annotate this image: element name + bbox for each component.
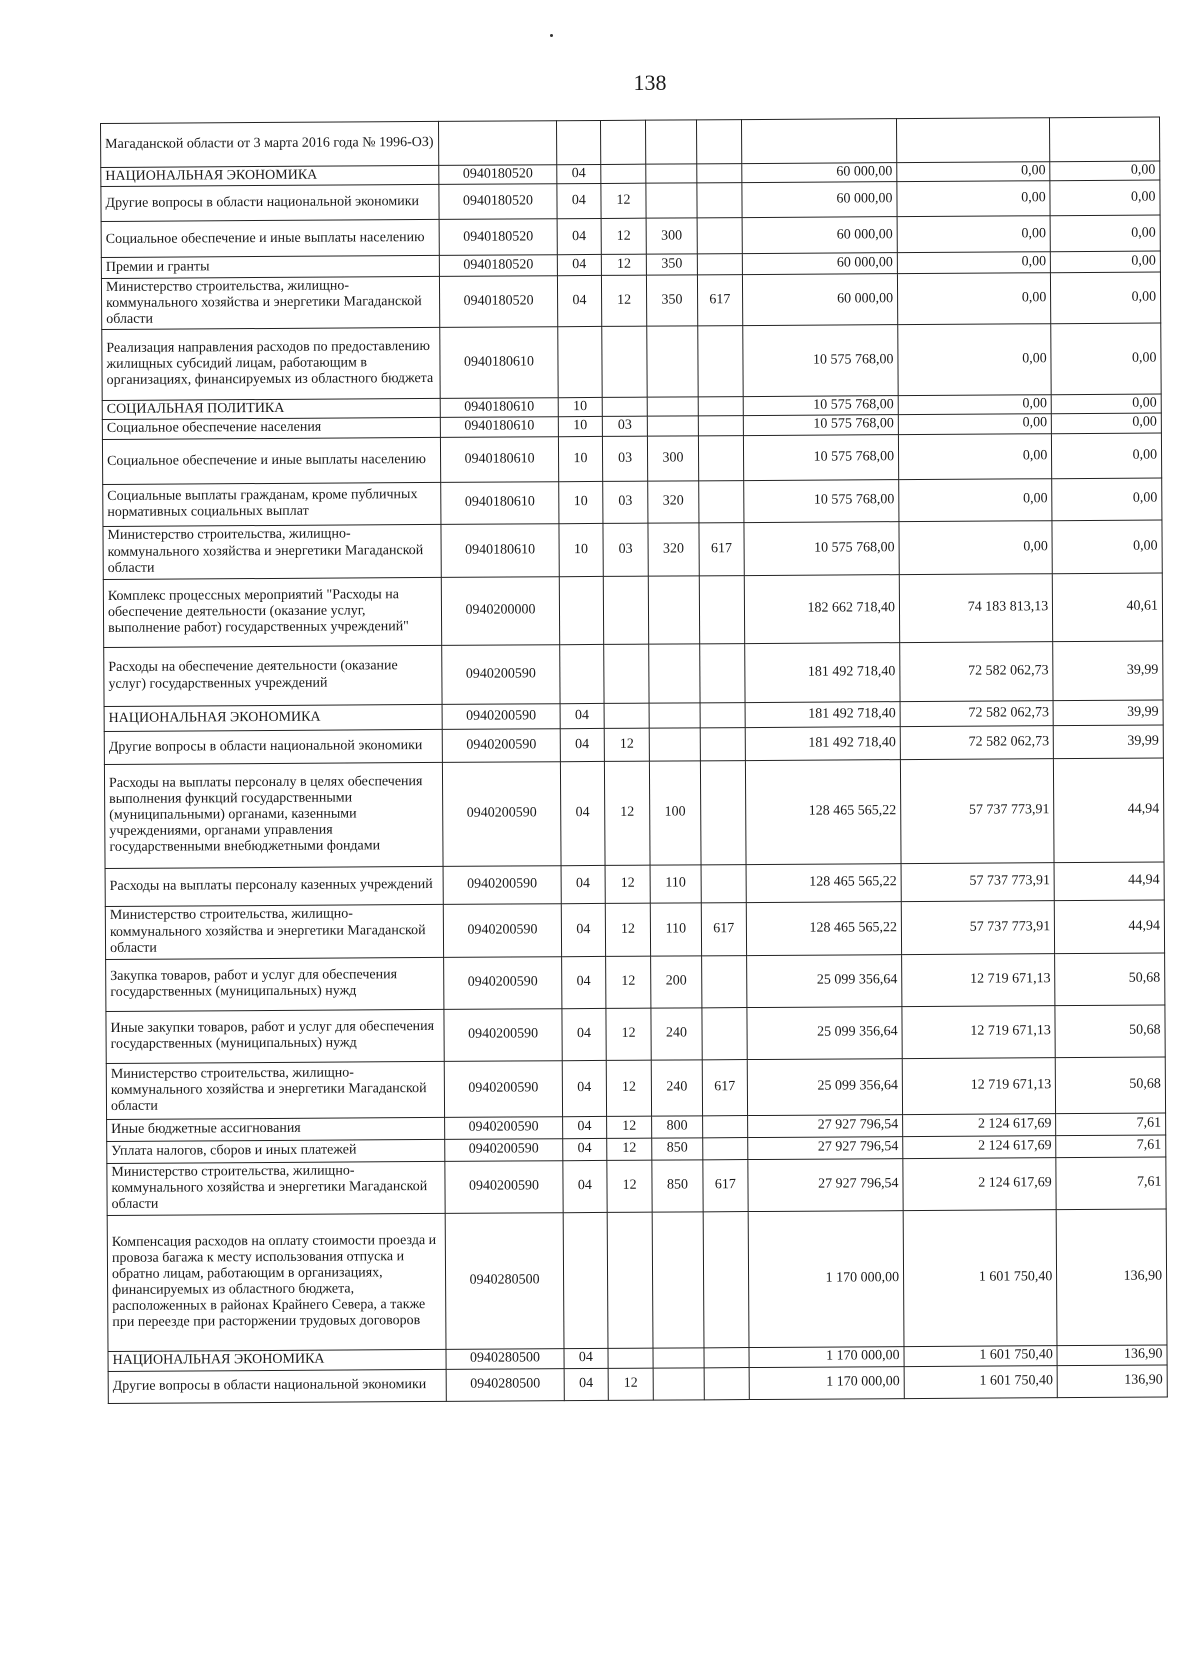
execution-percent: 0,00	[1051, 251, 1161, 273]
administrator-code	[698, 416, 743, 435]
row-name-cell: Расходы на выплаты персоналу в целях обеспечения выполнения функций государственными (муниципальными) органами, казенными учреждениями, органами управления государственными внебюджетными фондами	[104, 762, 443, 868]
planned-amount: 25 099 356,64	[746, 954, 902, 1007]
section-code: 04	[560, 728, 605, 761]
target-article-code: 0940200590	[443, 728, 560, 762]
row-name-cell: Социальное обеспечение и иные выплаты населению	[101, 220, 440, 258]
subsection-code	[604, 644, 649, 703]
row-name-cell: Министерство строительства, жилищно-коммунального хозяйства и энергетики Магаданской области	[107, 1161, 446, 1215]
row-name-cell: Уплата налогов, сборов и иных платежей	[107, 1139, 446, 1163]
planned-amount: 182 662 718,40	[744, 574, 900, 643]
subsection-code	[607, 1212, 653, 1348]
execution-percent: 50,68	[1055, 953, 1165, 1006]
row-name-cell: Комплекс процессных мероприятий "Расходы на обеспечение деятельности (оказание услуг, выполнение работ) государственных учреждений"	[103, 577, 442, 647]
expense-type-code	[647, 326, 699, 397]
expense-type-code: 350	[646, 275, 697, 327]
administrator-code	[696, 120, 741, 164]
section-code: 04	[562, 1160, 607, 1212]
table-row	[106, 1057, 1165, 1119]
planned-amount: 10 575 768,00	[743, 479, 899, 522]
expense-type-code: 320	[648, 522, 699, 575]
subsection-code: 12	[605, 903, 650, 956]
table-row	[106, 953, 1165, 1011]
section-code: 04	[564, 1368, 609, 1400]
expense-type-code	[653, 1367, 704, 1399]
row-name-cell: Социальные выплаты гражданам, кроме публичных нормативных социальных выплат	[103, 482, 442, 526]
target-article-code: 0940180610	[441, 523, 558, 577]
executed-amount: 0,00	[899, 520, 1053, 574]
section-code: 04	[562, 1116, 607, 1138]
planned-amount: 10 575 768,00	[743, 396, 899, 416]
expense-type-code: 240	[651, 1059, 702, 1115]
planned-amount: 1 170 000,00	[748, 1210, 904, 1347]
administrator-code	[697, 183, 742, 218]
section-code: 04	[557, 276, 602, 328]
row-name-cell: Расходы на обеспечение деятельности (оказание услуг) государственных учреждений	[104, 645, 443, 706]
table-row	[102, 323, 1161, 400]
administrator-code	[703, 1211, 749, 1347]
planned-amount: 181 492 718,40	[745, 726, 901, 760]
subsection-code	[608, 1348, 653, 1368]
administrator-code	[703, 1137, 748, 1159]
planned-amount: 27 927 796,54	[747, 1136, 903, 1159]
subsection-code	[602, 398, 647, 417]
planned-amount: 128 465 565,22	[746, 901, 902, 955]
subsection-code: 12	[601, 218, 646, 254]
section-code: 04	[561, 903, 606, 956]
row-name-cell: СОЦИАЛЬНАЯ ПОЛИТИКА	[102, 399, 441, 420]
row-name-cell: Иные бюджетные ассигнования	[107, 1117, 446, 1141]
administrator-code	[704, 1347, 749, 1367]
expense-type-code: 850	[652, 1137, 703, 1159]
target-article-code: 0940280500	[446, 1212, 564, 1349]
row-name-cell: НАЦИОНАЛЬНАЯ ЭКОНОМИКА	[101, 165, 440, 186]
row-name-cell: Министерство строительства, жилищно-коммунального хозяйства и энергетики Магаданской области	[105, 904, 444, 959]
executed-amount: 12 719 671,13	[902, 953, 1056, 1006]
planned-amount: 25 099 356,64	[747, 1006, 903, 1059]
target-article-code: 0940200590	[443, 865, 560, 904]
target-article-code: 0940200590	[445, 1160, 562, 1213]
administrator-code	[700, 727, 745, 760]
row-name-cell: Социальное обеспечение населения	[102, 418, 441, 439]
execution-percent: 0,00	[1052, 413, 1162, 433]
section-code: 04	[560, 703, 605, 728]
expense-type-code: 200	[650, 955, 701, 1007]
row-name-cell: Министерство строительства, жилищно-коммунального хозяйства и энергетики Магаданской области	[101, 277, 440, 330]
planned-amount: 10 575 768,00	[743, 415, 899, 435]
target-article-code: 0940280500	[446, 1348, 563, 1369]
row-name-cell: Другие вопросы в области национальной экономики	[101, 185, 440, 222]
section-code: 10	[558, 417, 603, 436]
expense-type-code: 300	[646, 218, 697, 254]
expense-type-code: 850	[652, 1159, 703, 1211]
execution-percent: 50,68	[1056, 1057, 1166, 1114]
section-code	[557, 327, 602, 398]
expense-type-code	[648, 575, 699, 643]
administrator-code	[701, 864, 746, 902]
administrator-code	[699, 480, 744, 522]
section-code: 04	[562, 1138, 607, 1160]
expense-type-code	[653, 1347, 704, 1367]
subsection-code	[603, 576, 648, 644]
administrator-code	[703, 1115, 748, 1137]
execution-percent: 0,00	[1050, 161, 1160, 181]
planned-amount: 10 575 768,00	[744, 521, 900, 575]
executed-amount: 57 737 773,91	[901, 862, 1054, 901]
executed-amount: 0,00	[897, 252, 1050, 274]
expense-type-code: 110	[650, 864, 701, 902]
administrator-code	[698, 435, 743, 480]
table-row	[101, 272, 1160, 330]
executed-amount: 72 582 062,73	[900, 725, 1053, 759]
subsection-code: 12	[602, 254, 647, 275]
section-code: 04	[562, 1060, 607, 1116]
administrator-code	[697, 164, 742, 183]
target-article-code: 0940280500	[447, 1368, 564, 1401]
expense-type-code: 320	[648, 480, 699, 522]
execution-percent: 0,00	[1051, 394, 1161, 414]
target-article-code: 0940200590	[445, 1116, 562, 1139]
execution-percent: 50,68	[1055, 1005, 1165, 1058]
planned-amount: 181 492 718,40	[744, 642, 900, 702]
expense-type-code: 800	[651, 1115, 702, 1137]
execution-percent: 39,99	[1053, 641, 1163, 701]
row-name-cell: Магаданской области от 3 марта 2016 года № 1996-ОЗ)	[101, 121, 440, 167]
table-row	[108, 1365, 1167, 1403]
execution-percent: 136,90	[1056, 1209, 1167, 1346]
executed-amount: 12 719 671,13	[902, 1005, 1056, 1058]
table-row	[103, 478, 1162, 526]
execution-percent: 44,94	[1055, 900, 1165, 954]
table-row	[104, 758, 1164, 868]
executed-amount: 0,00	[899, 478, 1053, 521]
planned-amount: 10 575 768,00	[743, 434, 899, 480]
section-code	[556, 120, 601, 164]
subsection-code: 03	[603, 417, 648, 436]
subsection-code: 12	[605, 761, 650, 865]
execution-percent: 44,94	[1054, 758, 1164, 863]
executed-amount: 72 582 062,73	[900, 641, 1054, 701]
target-article-code: 0940180520	[440, 219, 557, 256]
subsection-code: 12	[606, 956, 651, 1008]
table-row	[107, 1209, 1167, 1351]
target-article-code: 0940180610	[441, 398, 558, 418]
executed-amount: 74 183 813,13	[899, 573, 1053, 642]
planned-amount: 60 000,00	[742, 182, 898, 218]
expense-type-code	[647, 416, 698, 435]
subsection-code: 12	[601, 183, 646, 218]
table-row	[104, 641, 1163, 706]
target-article-code: 0940180520	[440, 276, 557, 328]
section-code	[559, 576, 604, 644]
row-name-cell: Другие вопросы в области национальной экономики	[108, 1369, 447, 1403]
row-name-cell: Реализация направления расходов по предоставлению жилищных субсидий лицам, работающим в организациях, финансируемых из областного бюджета	[102, 328, 441, 401]
target-article-code: 0940180520	[440, 255, 557, 277]
expense-type-code: 110	[650, 902, 701, 955]
subsection-code: 12	[608, 1368, 653, 1400]
target-article-code: 0940180520	[439, 184, 556, 220]
target-article-code: 0940200590	[442, 644, 559, 704]
table-body	[101, 117, 1168, 1403]
execution-percent: 39,99	[1053, 725, 1163, 759]
planned-amount: 1 170 000,00	[749, 1346, 905, 1367]
section-code: 04	[564, 1348, 609, 1368]
section-code: 10	[558, 481, 603, 523]
target-article-code: 0940200590	[445, 1138, 562, 1161]
executed-amount: 0,00	[898, 414, 1051, 434]
execution-percent: 0,00	[1052, 520, 1162, 574]
execution-percent: 136,90	[1057, 1365, 1167, 1398]
subsection-code	[601, 120, 646, 164]
administrator-code	[702, 955, 747, 1007]
expense-type-code	[645, 120, 696, 164]
row-name-cell: Компенсация расходов на оплату стоимости проезда и провоза багажа к месту использования отпуска и обратно лицам, работающим в организациях, финансируемых из областного бюджета, расположенных в районах Крайнего Севера, а также при переезде при расторжении трудовых договоров	[107, 1213, 446, 1351]
target-article-code: 0940200590	[444, 1008, 561, 1061]
target-article-code: 0940200000	[442, 576, 559, 645]
planned-amount: 10 575 768,00	[742, 325, 898, 397]
executed-amount: 12 719 671,13	[902, 1057, 1056, 1114]
executed-amount: 0,00	[897, 162, 1050, 182]
row-name-cell: Премии и гранты	[101, 256, 440, 279]
planned-amount: 128 465 565,22	[746, 863, 902, 902]
page-number: 138	[633, 70, 667, 95]
table-row	[103, 520, 1162, 579]
subsection-code	[601, 164, 646, 183]
row-name-cell: Министерство строительства, жилищно-коммунального хозяйства и энергетики Магаданской области	[103, 524, 442, 579]
administrator-code	[697, 254, 742, 275]
executed-amount: 57 737 773,91	[900, 758, 1054, 863]
executed-amount: 0,00	[897, 273, 1051, 325]
execution-percent: 40,61	[1053, 573, 1163, 642]
planned-amount: 60 000,00	[742, 253, 898, 275]
administrator-code	[698, 326, 743, 397]
executed-amount	[897, 118, 1051, 163]
administrator-code	[697, 218, 742, 254]
planned-amount: 27 927 796,54	[747, 1114, 903, 1137]
execution-percent: 136,90	[1057, 1345, 1167, 1366]
planned-amount: 60 000,00	[742, 217, 898, 254]
target-article-code: 0940200590	[443, 761, 561, 866]
executed-amount: 0,00	[897, 216, 1050, 253]
administrator-code	[698, 397, 743, 416]
subsection-code: 12	[607, 1116, 652, 1138]
section-code: 04	[561, 1008, 606, 1060]
section-code: 04	[560, 761, 605, 865]
section-code: 10	[558, 523, 603, 576]
expense-type-code	[649, 643, 700, 702]
planned-amount: 60 000,00	[741, 163, 897, 183]
execution-percent: 7,61	[1056, 1157, 1166, 1210]
execution-percent: 0,00	[1052, 433, 1162, 479]
subsection-code: 12	[607, 1138, 652, 1160]
expense-type-code: 300	[647, 435, 698, 480]
target-article-code: 0940200590	[443, 703, 560, 729]
target-article-code: 0940180610	[441, 436, 558, 482]
executed-amount: 2 124 617,69	[903, 1157, 1057, 1210]
table-row	[103, 573, 1162, 647]
expense-type-code	[652, 1211, 704, 1347]
target-article-code: 0940180610	[441, 481, 558, 524]
executed-amount: 2 124 617,69	[903, 1135, 1056, 1158]
section-code: 04	[557, 255, 602, 276]
table-row	[105, 900, 1164, 959]
subsection-code: 12	[606, 1008, 651, 1060]
target-article-code: 0940180520	[439, 165, 556, 185]
executed-amount: 2 124 617,69	[903, 1113, 1056, 1136]
expense-type-code: 100	[649, 760, 701, 864]
expense-type-code	[649, 702, 700, 727]
subsection-code: 12	[607, 1160, 652, 1212]
execution-percent: 7,61	[1056, 1135, 1166, 1158]
section-code: 10	[558, 436, 603, 481]
executed-amount: 0,00	[898, 433, 1052, 479]
administrator-code	[704, 1367, 749, 1399]
administrator-code	[699, 575, 744, 643]
scan-speck	[550, 34, 553, 37]
administrator-code	[700, 760, 745, 864]
section-code: 04	[561, 956, 606, 1008]
administrator-code	[700, 643, 745, 702]
row-name-cell: Иные закупки товаров, работ и услуг для обеспечения государственных (муниципальных) нужд	[106, 1009, 445, 1063]
subsection-code: 12	[606, 1060, 651, 1116]
administrator-code: 617	[697, 275, 742, 327]
subsection-code: 12	[602, 275, 647, 327]
administrator-code: 617	[702, 1059, 747, 1115]
subsection-code	[602, 327, 647, 398]
table-row	[102, 433, 1161, 484]
row-name-cell: Расходы на выплаты персоналу казенных учреждений	[105, 866, 444, 906]
execution-percent: 0,00	[1052, 478, 1162, 521]
administrator-code	[700, 702, 745, 727]
subsection-code: 03	[603, 436, 648, 481]
execution-percent: 0,00	[1051, 272, 1161, 324]
executed-amount: 1 601 750,40	[903, 1209, 1057, 1346]
row-name-cell: НАЦИОНАЛЬНАЯ ЭКОНОМИКА	[108, 1349, 447, 1371]
execution-percent: 39,99	[1053, 700, 1163, 726]
planned-amount: 27 927 796,54	[747, 1158, 903, 1211]
section-code: 04	[556, 164, 601, 183]
planned-amount: 181 492 718,40	[745, 701, 901, 727]
subsection-code: 12	[605, 865, 650, 903]
planned-amount: 25 099 356,64	[747, 1058, 903, 1115]
section-code: 04	[561, 865, 606, 903]
expense-type-code	[646, 183, 697, 218]
expense-type-code: 240	[651, 1007, 702, 1059]
expense-type-code: 350	[646, 254, 697, 275]
administrator-code: 617	[699, 522, 744, 575]
target-article-code: 0940180610	[440, 327, 557, 399]
administrator-code: 617	[703, 1159, 748, 1211]
execution-percent: 44,94	[1054, 862, 1164, 901]
executed-amount: 57 737 773,91	[901, 900, 1055, 954]
planned-amount: 128 465 565,22	[745, 759, 901, 864]
section-code: 04	[556, 184, 601, 219]
target-article-code: 0940200590	[444, 956, 561, 1009]
target-article-code: 0940200590	[445, 1060, 562, 1117]
section-code: 04	[557, 219, 602, 255]
planned-amount: 60 000,00	[742, 274, 898, 326]
executed-amount: 1 601 750,40	[904, 1365, 1057, 1398]
executed-amount: 0,00	[898, 395, 1051, 415]
row-name-cell: Министерство строительства, жилищно-коммунального хозяйства и энергетики Магаданской области	[106, 1061, 445, 1119]
section-code	[559, 644, 604, 703]
administrator-code	[702, 1007, 747, 1059]
execution-percent: 7,61	[1056, 1113, 1166, 1136]
executed-amount: 0,00	[898, 324, 1052, 396]
planned-amount: 1 170 000,00	[749, 1366, 905, 1399]
expense-type-code	[649, 727, 700, 760]
target-article-code: 0940200590	[444, 903, 561, 957]
table-row	[107, 1157, 1166, 1215]
row-name-cell: Социальное обеспечение и иные выплаты населению	[102, 437, 441, 484]
table-row	[105, 862, 1164, 906]
execution-percent	[1050, 117, 1160, 162]
row-name-cell: Закупка товаров, работ и услуг для обеспечения государственных (муниципальных) нужд	[106, 957, 445, 1011]
execution-percent: 0,00	[1051, 323, 1161, 395]
expense-type-code	[646, 164, 697, 183]
row-name-cell: Другие вопросы в области национальной экономики	[104, 729, 443, 764]
subsection-code: 12	[604, 728, 649, 761]
executed-amount: 0,00	[897, 181, 1050, 217]
executed-amount: 72 582 062,73	[900, 700, 1053, 726]
section-code: 10	[558, 398, 603, 417]
administrator-code: 617	[701, 902, 746, 955]
section-code	[563, 1212, 609, 1348]
execution-percent: 0,00	[1050, 215, 1160, 252]
execution-percent: 0,00	[1050, 180, 1160, 216]
table-row	[106, 1005, 1165, 1063]
target-article-code	[439, 121, 556, 166]
executed-amount: 1 601 750,40	[904, 1345, 1057, 1366]
table-row	[101, 117, 1160, 167]
planned-amount	[741, 119, 897, 164]
subsection-code: 03	[603, 481, 648, 523]
budget-table	[100, 117, 1168, 1404]
subsection-code	[604, 703, 649, 728]
row-name-cell: НАЦИОНАЛЬНАЯ ЭКОНОМИКА	[104, 704, 443, 731]
subsection-code: 03	[603, 523, 648, 576]
target-article-code: 0940180610	[441, 417, 558, 437]
expense-type-code	[647, 397, 698, 416]
